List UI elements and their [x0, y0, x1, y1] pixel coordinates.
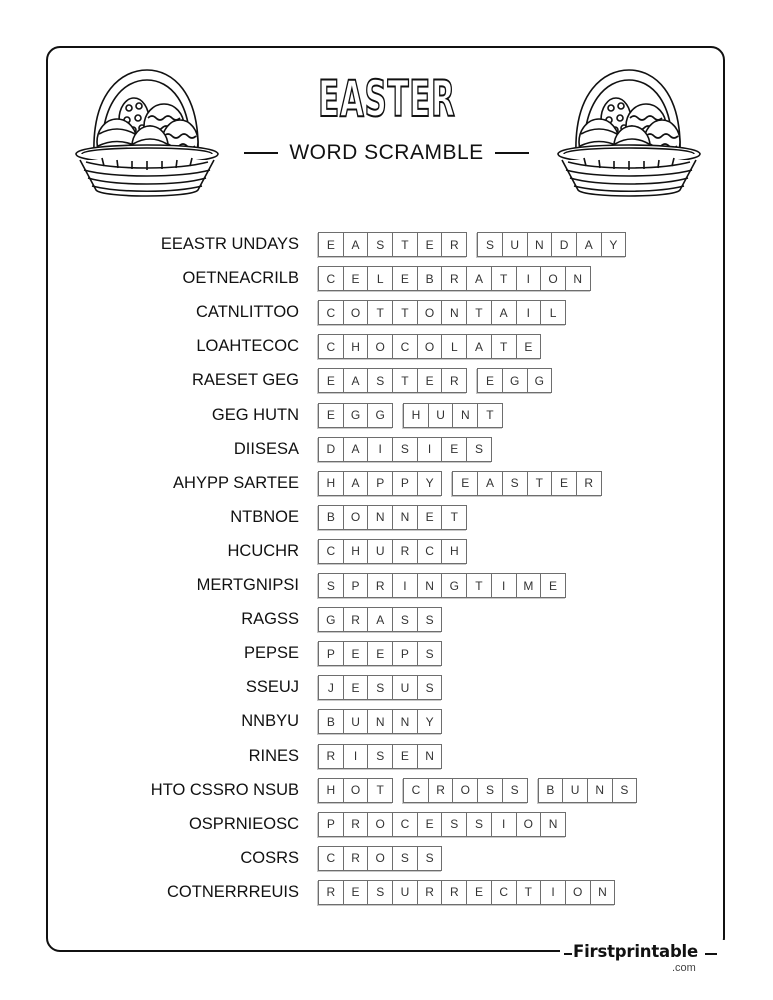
answer-boxes	[318, 334, 551, 359]
letter-box[interactable]: C	[417, 539, 443, 564]
letter-box[interactable]: E	[367, 641, 393, 666]
scrambled-word: RAGSS	[241, 610, 299, 629]
letter-box[interactable]: S	[441, 812, 467, 837]
scrambled-word: OSPRNIEOSC	[188, 814, 299, 833]
answer-word	[477, 232, 626, 257]
answer-word	[318, 437, 492, 462]
letter-box[interactable]: T	[367, 300, 393, 325]
letter-box[interactable]: T	[491, 334, 517, 359]
scrambled-word: AHYPP SARTEE	[173, 473, 299, 492]
answer-word	[318, 368, 467, 393]
letter-box[interactable]: O	[343, 778, 369, 803]
divider-line-left	[244, 152, 278, 154]
answer-word	[538, 778, 638, 803]
letter-box[interactable]: O	[540, 266, 566, 291]
letter-box[interactable]: O	[417, 300, 443, 325]
letter-box[interactable]: S	[417, 846, 443, 871]
letter-box[interactable]: E	[392, 744, 418, 769]
letter-box[interactable]: S	[417, 641, 443, 666]
letter-box[interactable]: H	[343, 334, 369, 359]
letter-box[interactable]: C	[403, 778, 429, 803]
easter-basket-icon	[554, 62, 704, 202]
letter-box[interactable]: E	[441, 437, 467, 462]
letter-box[interactable]: O	[417, 334, 443, 359]
scrambled-word: HCUCHR	[227, 541, 299, 560]
letter-box[interactable]: P	[343, 573, 369, 598]
letter-box[interactable]: N	[441, 300, 467, 325]
letter-box[interactable]: S	[392, 607, 418, 632]
letter-box[interactable]: R	[417, 880, 443, 905]
letter-box[interactable]: R	[441, 232, 467, 257]
answer-word	[318, 641, 442, 666]
letter-box[interactable]: N	[527, 232, 553, 257]
letter-box[interactable]: Y	[417, 471, 443, 496]
letter-box[interactable]: S	[417, 675, 443, 700]
letter-box[interactable]: R	[367, 573, 393, 598]
letter-box[interactable]: A	[343, 368, 369, 393]
scrambled-word: EEASTR UNDAYS	[160, 235, 299, 253]
answer-boxes	[318, 300, 576, 325]
letter-box[interactable]: G	[343, 403, 369, 428]
letter-box[interactable]: S	[392, 846, 418, 871]
letter-box[interactable]: L	[540, 300, 566, 325]
letter-box[interactable]: O	[367, 846, 393, 871]
letter-box[interactable]: R	[428, 778, 454, 803]
letter-box[interactable]: N	[590, 880, 616, 905]
scrambled-word: LOAHTECOC	[196, 337, 299, 356]
scrambled-word: NTBNOE	[230, 507, 299, 526]
letter-box[interactable]: T	[392, 300, 418, 325]
letter-box[interactable]: N	[417, 744, 443, 769]
answer-word	[318, 607, 442, 632]
page-subtitle: WORD SCRAMBLE	[289, 141, 484, 164]
answer-word	[318, 300, 566, 325]
answer-boxes	[318, 266, 601, 291]
answer-boxes	[318, 232, 636, 257]
answer-word	[403, 403, 503, 428]
letter-box[interactable]: S	[367, 744, 393, 769]
letter-box[interactable]: H	[343, 539, 369, 564]
letter-box[interactable]: O	[367, 812, 393, 837]
letter-box[interactable]: R	[576, 471, 602, 496]
letter-box[interactable]: T	[466, 300, 492, 325]
letter-box[interactable]: P	[318, 812, 344, 837]
letter-box[interactable]: B	[538, 778, 564, 803]
scramble-row	[0, 368, 773, 393]
answer-word	[318, 778, 393, 803]
letter-box[interactable]: O	[343, 505, 369, 530]
letter-box[interactable]: B	[318, 505, 344, 530]
letter-box[interactable]: S	[367, 675, 393, 700]
letter-box[interactable]: N	[452, 403, 478, 428]
letter-box[interactable]: P	[367, 471, 393, 496]
page-title-block	[240, 72, 533, 126]
answer-boxes	[318, 744, 452, 769]
answer-word	[452, 471, 601, 496]
answer-word	[318, 539, 467, 564]
letter-box[interactable]: S	[502, 471, 528, 496]
scramble-row	[0, 675, 773, 700]
letter-box[interactable]: S	[477, 778, 503, 803]
letter-box[interactable]: T	[527, 471, 553, 496]
scrambled-word: RAESET GEG	[192, 371, 299, 390]
answer-boxes	[318, 675, 452, 700]
letter-box[interactable]: R	[392, 539, 418, 564]
letter-box[interactable]: A	[367, 607, 393, 632]
letter-box[interactable]: E	[318, 368, 344, 393]
easter-basket-icon	[72, 62, 222, 202]
scrambled-word: SSEUJ	[245, 678, 299, 697]
letter-box[interactable]: S	[367, 368, 393, 393]
letter-box[interactable]: U	[367, 539, 393, 564]
answer-word	[318, 573, 566, 598]
answer-boxes	[318, 607, 452, 632]
letter-box[interactable]: N	[565, 266, 591, 291]
letter-box[interactable]: T	[477, 403, 503, 428]
letter-box[interactable]: S	[466, 437, 492, 462]
letter-box[interactable]: T	[367, 778, 393, 803]
scrambled-word: PEPSE	[243, 644, 299, 663]
scramble-row	[0, 471, 773, 496]
letter-box[interactable]: J	[318, 675, 344, 700]
letter-box[interactable]: I	[540, 880, 566, 905]
letter-box[interactable]: R	[441, 880, 467, 905]
letter-box[interactable]: A	[343, 471, 369, 496]
letter-box[interactable]: A	[343, 437, 369, 462]
letter-box[interactable]: U	[502, 232, 528, 257]
letter-box[interactable]: O	[565, 880, 591, 905]
letter-box[interactable]: R	[318, 880, 344, 905]
letter-box[interactable]: S	[466, 812, 492, 837]
letter-box[interactable]: E	[417, 368, 443, 393]
letter-box[interactable]: O	[367, 334, 393, 359]
answer-word	[318, 744, 442, 769]
letter-box[interactable]: C	[318, 300, 344, 325]
letter-box[interactable]: D	[551, 232, 577, 257]
answer-boxes	[318, 471, 612, 496]
letter-box[interactable]: I	[491, 573, 517, 598]
letter-box[interactable]: A	[477, 471, 503, 496]
letter-box[interactable]: S	[612, 778, 638, 803]
letter-box[interactable]: S	[318, 573, 344, 598]
letter-box[interactable]: R	[318, 744, 344, 769]
brand-logo: Firstprintable	[573, 942, 699, 961]
answer-boxes	[318, 368, 562, 393]
scrambled-word: COSRS	[240, 848, 299, 867]
subtitle-row	[244, 140, 529, 166]
scrambled-word: NNBYU	[241, 712, 299, 731]
letter-box[interactable]: S	[417, 607, 443, 632]
letter-box[interactable]: I	[417, 437, 443, 462]
scrambled-word: MERTGNIPSI	[196, 576, 299, 594]
letter-box[interactable]: P	[392, 471, 418, 496]
letter-box[interactable]: H	[318, 778, 344, 803]
scrambled-word: OETNEACRILB	[182, 269, 299, 288]
letter-box[interactable]: N	[392, 709, 418, 734]
letter-box[interactable]: E	[516, 334, 542, 359]
letter-box[interactable]: A	[576, 232, 602, 257]
letter-box[interactable]: L	[441, 334, 467, 359]
answer-boxes	[318, 539, 477, 564]
letter-box[interactable]: E	[417, 232, 443, 257]
letter-box[interactable]: I	[392, 573, 418, 598]
letter-box[interactable]: E	[343, 641, 369, 666]
letter-box[interactable]: Y	[601, 232, 627, 257]
letter-box[interactable]: A	[343, 232, 369, 257]
scramble-row	[0, 334, 773, 359]
letter-box[interactable]: I	[343, 744, 369, 769]
letter-box[interactable]: G	[527, 368, 553, 393]
letter-box[interactable]: I	[516, 266, 542, 291]
letter-box[interactable]: P	[392, 641, 418, 666]
letter-box[interactable]: A	[466, 266, 492, 291]
scramble-row	[0, 812, 773, 837]
letter-box[interactable]: R	[441, 266, 467, 291]
scramble-row	[0, 880, 773, 905]
letter-box[interactable]: Y	[417, 709, 443, 734]
answer-boxes	[318, 573, 576, 598]
scrambled-word: RINES	[248, 746, 299, 765]
scrambled-word: COTNERRREUIS	[166, 882, 299, 901]
letter-box[interactable]: B	[318, 709, 344, 734]
letter-box[interactable]: S	[367, 880, 393, 905]
letter-box[interactable]: E	[417, 505, 443, 530]
answer-boxes	[318, 880, 625, 905]
letter-box[interactable]: G	[441, 573, 467, 598]
letter-box[interactable]: O	[516, 812, 542, 837]
letter-box[interactable]: E	[466, 880, 492, 905]
letter-box[interactable]: C	[318, 539, 344, 564]
letter-box[interactable]: B	[417, 266, 443, 291]
answer-word	[318, 812, 566, 837]
letter-box[interactable]: E	[343, 675, 369, 700]
letter-box[interactable]: C	[491, 880, 517, 905]
letter-box[interactable]: R	[343, 607, 369, 632]
letter-box[interactable]: I	[367, 437, 393, 462]
answer-boxes	[318, 778, 647, 803]
brand-footer	[560, 940, 740, 980]
letter-box[interactable]: G	[502, 368, 528, 393]
answer-word	[318, 709, 442, 734]
letter-box[interactable]: L	[367, 266, 393, 291]
letter-box[interactable]: A	[491, 300, 517, 325]
letter-box[interactable]: E	[477, 368, 503, 393]
scramble-row	[0, 403, 773, 428]
scramble-row	[0, 607, 773, 632]
letter-box[interactable]: E	[551, 471, 577, 496]
answer-word	[318, 505, 467, 530]
divider-line-right	[495, 152, 529, 154]
answer-word	[318, 880, 615, 905]
letter-box[interactable]: R	[441, 368, 467, 393]
letter-box[interactable]: N	[587, 778, 613, 803]
letter-box[interactable]: E	[343, 266, 369, 291]
scramble-row	[0, 437, 773, 462]
brand-line-right	[705, 953, 717, 955]
letter-box[interactable]: T	[491, 266, 517, 291]
scramble-row	[0, 505, 773, 530]
answer-boxes	[318, 437, 502, 462]
letter-box[interactable]: O	[452, 778, 478, 803]
letter-box[interactable]: T	[392, 232, 418, 257]
letter-box[interactable]: R	[343, 812, 369, 837]
letter-box[interactable]: U	[343, 709, 369, 734]
letter-box[interactable]: H	[441, 539, 467, 564]
letter-box[interactable]: U	[428, 403, 454, 428]
letter-box[interactable]: E	[452, 471, 478, 496]
answer-word	[477, 368, 552, 393]
scramble-row	[0, 266, 773, 291]
letter-box[interactable]: H	[403, 403, 429, 428]
letter-box[interactable]: U	[392, 880, 418, 905]
answer-word	[318, 675, 442, 700]
letter-box[interactable]: N	[392, 505, 418, 530]
answer-boxes	[318, 812, 576, 837]
letter-box[interactable]: T	[466, 573, 492, 598]
answer-word	[318, 334, 541, 359]
scramble-row	[0, 573, 773, 598]
letter-box[interactable]: S	[367, 232, 393, 257]
letter-box[interactable]: E	[318, 232, 344, 257]
letter-box[interactable]: I	[491, 812, 517, 837]
scramble-row	[0, 232, 773, 257]
letter-box[interactable]: D	[318, 437, 344, 462]
answer-boxes	[318, 403, 513, 428]
page-title: EASTER	[317, 70, 456, 128]
letter-box[interactable]: E	[417, 812, 443, 837]
letter-box[interactable]: N	[367, 505, 393, 530]
scrambled-word: HTO CSSRO NSUB	[150, 780, 299, 799]
letter-box[interactable]: T	[392, 368, 418, 393]
letter-box[interactable]: G	[367, 403, 393, 428]
letter-box[interactable]: C	[392, 812, 418, 837]
scramble-row	[0, 539, 773, 564]
answer-word	[318, 232, 467, 257]
letter-box[interactable]: M	[516, 573, 542, 598]
letter-box[interactable]: C	[392, 334, 418, 359]
letter-box[interactable]: E	[318, 403, 344, 428]
letter-box[interactable]: C	[318, 334, 344, 359]
scramble-row	[0, 846, 773, 871]
letter-box[interactable]: T	[441, 505, 467, 530]
letter-box[interactable]: S	[392, 437, 418, 462]
letter-box[interactable]: O	[343, 300, 369, 325]
answer-boxes	[318, 846, 452, 871]
letter-box[interactable]: N	[540, 812, 566, 837]
letter-box[interactable]: N	[367, 709, 393, 734]
letter-box[interactable]: E	[343, 880, 369, 905]
letter-box[interactable]: U	[562, 778, 588, 803]
scramble-row	[0, 778, 773, 803]
letter-box[interactable]: C	[318, 266, 344, 291]
scramble-row	[0, 744, 773, 769]
answer-word	[318, 403, 393, 428]
answer-boxes	[318, 641, 452, 666]
letter-box[interactable]: U	[392, 675, 418, 700]
answer-word	[318, 266, 591, 291]
answer-word	[318, 471, 442, 496]
letter-box[interactable]: P	[318, 641, 344, 666]
letter-box[interactable]: S	[477, 232, 503, 257]
letter-box[interactable]: E	[392, 266, 418, 291]
answer-boxes	[318, 709, 452, 734]
brand-line-left	[564, 953, 572, 955]
letter-box[interactable]: I	[516, 300, 542, 325]
letter-box[interactable]: H	[318, 471, 344, 496]
scramble-row	[0, 709, 773, 734]
scrambled-word: CATNLITTOO	[196, 303, 299, 322]
scramble-row	[0, 641, 773, 666]
answer-word	[403, 778, 527, 803]
answer-word	[318, 846, 442, 871]
scrambled-word: GEG HUTN	[211, 405, 299, 424]
letter-box[interactable]: A	[466, 334, 492, 359]
letter-box[interactable]: N	[417, 573, 443, 598]
scramble-row	[0, 300, 773, 325]
letter-box[interactable]: C	[318, 846, 344, 871]
letter-box[interactable]: G	[318, 607, 344, 632]
letter-box[interactable]: S	[502, 778, 528, 803]
letter-box[interactable]: T	[516, 880, 542, 905]
scrambled-word: DIISESA	[233, 439, 299, 458]
letter-box[interactable]: R	[343, 846, 369, 871]
brand-domain: .com	[672, 962, 696, 974]
answer-boxes	[318, 505, 477, 530]
letter-box[interactable]: E	[540, 573, 566, 598]
